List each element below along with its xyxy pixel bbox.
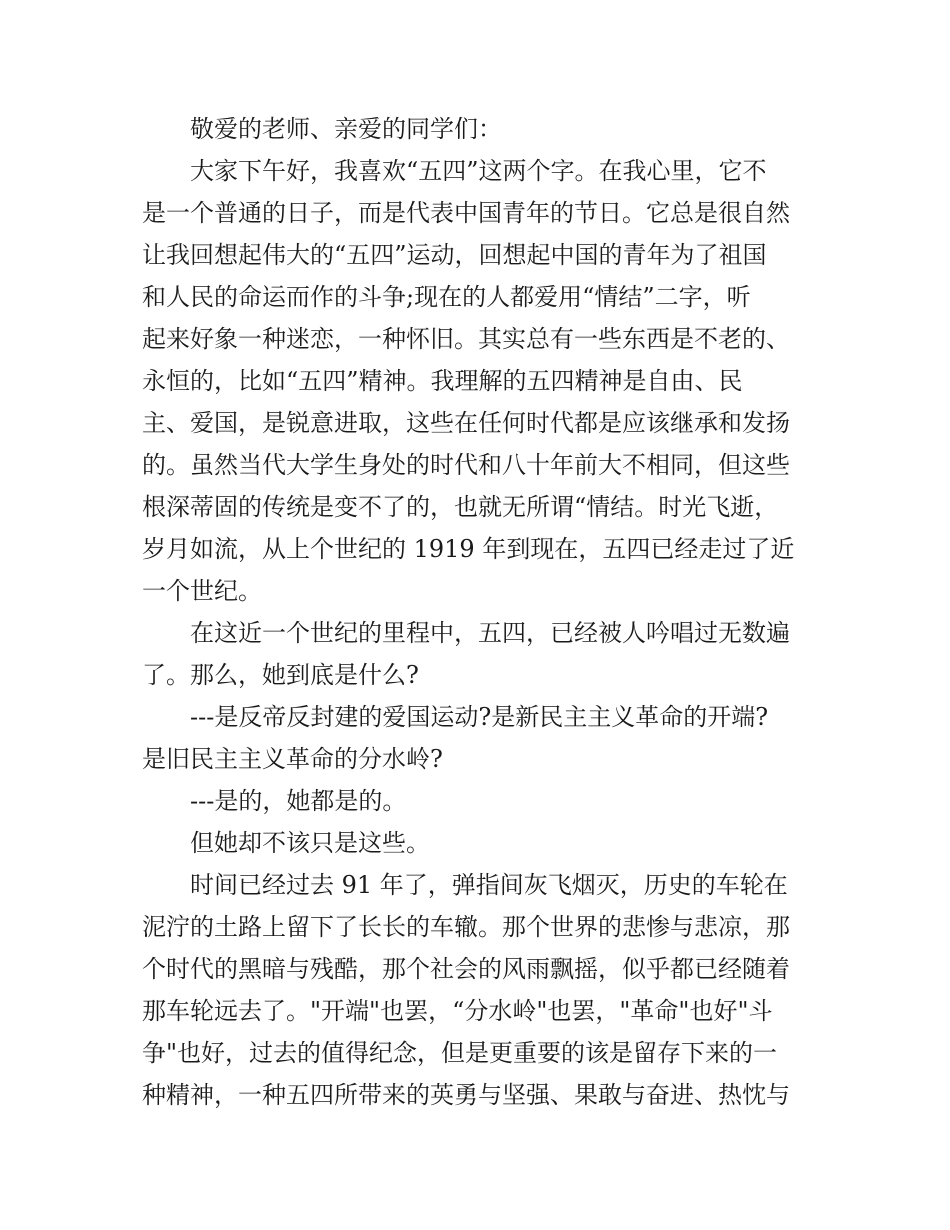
paragraph-line: 在这近一个世纪的里程中，五四，已经被人吟唱过无数遍	[190, 619, 790, 647]
paragraph-line: 永恒的，比如“五四”精神。我理解的五四精神是自由、民	[142, 367, 743, 395]
paragraph-line: 时间已经过去 91 年了，弹指间灰飞烟灭，历史的车轮在	[190, 871, 788, 899]
paragraph-line: ---是的，她都是的。	[190, 787, 407, 815]
paragraph-line: 是一个普通的日子，而是代表中国青年的节日。它总是很自然	[142, 199, 790, 227]
salutation-line: 敬爱的老师、亲爱的同学们：	[190, 115, 502, 143]
paragraph-line: 的。虽然当代大学生身处的时代和八十年前大不相同，但这些	[142, 451, 790, 479]
paragraph-line: 和人民的命运而作的斗争;现在的人都爱用“情结”二字，听	[142, 283, 751, 311]
paragraph-line: 是旧民主主义革命的分水岭?	[142, 745, 443, 773]
paragraph-line: 岁月如流，从上个世纪的 1919 年到现在，五四已经走过了近	[142, 535, 795, 563]
paragraph-line: 泥泞的土路上留下了长长的车辙。那个世界的悲惨与悲凉，那	[142, 913, 790, 941]
paragraph-line: 大家下午好，我喜欢“五四”这两个字。在我心里，它不	[190, 157, 767, 185]
paragraph-line: ---是反帝反封建的爱国运动?是新民主主义革命的开端?	[190, 703, 769, 731]
paragraph-line: 了。那么，她到底是什么?	[142, 661, 419, 689]
paragraph-line: 让我回想起伟大的“五四”运动，回想起中国的青年为了祖国	[142, 241, 767, 269]
paragraph-line: 主、爱国，是锐意进取，这些在任何时代都是应该继承和发扬	[142, 409, 790, 437]
paragraph-line: 一个世纪。	[142, 577, 262, 605]
paragraph-line: 根深蒂固的传统是变不了的，也就无所谓“情结。时光飞逝，	[142, 493, 779, 521]
speech-body	[142, 108, 814, 1116]
paragraph-line: 争"也好，过去的值得纪念，但是更重要的该是留存下来的一	[142, 1039, 778, 1067]
paragraph-line: 种精神，一种五四所带来的英勇与坚强、果敢与奋进、热忱与	[142, 1081, 790, 1109]
paragraph-line: 但她却不该只是这些。	[190, 829, 430, 857]
paragraph-line: 起来好象一种迷恋，一种怀旧。其实总有一些东西是不老的、	[142, 325, 790, 353]
paragraph-line: 那车轮远去了。"开端"也罢，“分水岭"也罢，"革命"也好"斗	[142, 997, 773, 1025]
paragraph-line: 个时代的黑暗与残酷，那个社会的风雨飘摇，似乎都已经随着	[142, 955, 790, 983]
